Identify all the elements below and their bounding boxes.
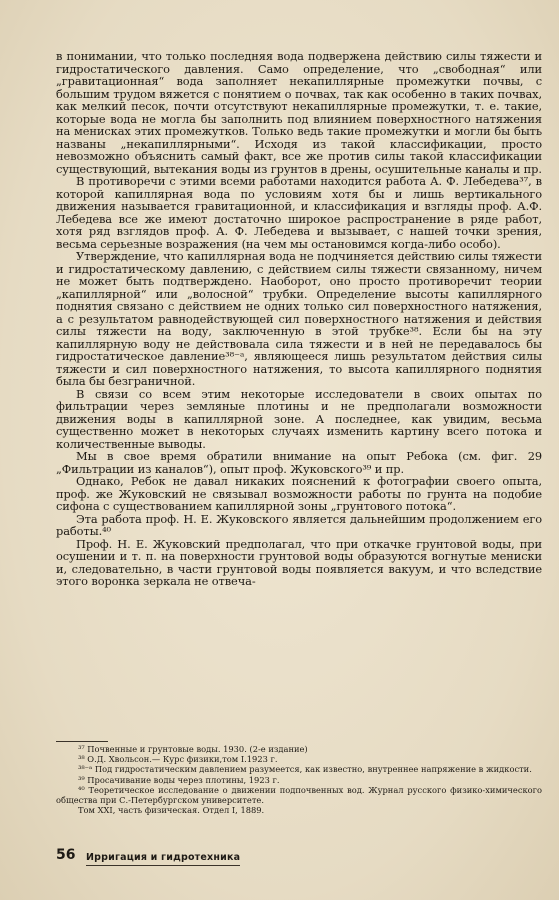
- paragraph-4: В связи со всем этим некоторые исследователи в своих опытах по фильтрации через земляные плотины и не предполагали возможности движения воды в капиллярной зоне. А последнее, как увидим, весьма существенно может в некоторых случаях изменить картину всего потока и количественные выводы.: [56, 386, 542, 451]
- footnotes: [56, 744, 542, 815]
- paragraph-6: Однако, Ребок не давал никаких пояснений к фотографии своего опыта, проф. же Жуковский не связывал возможности работы по грунта на подобие сифона с существованием капиллярной зоны „грунтового потока“.: [56, 474, 542, 513]
- footnote-40: ⁴⁰ Теоретическое исследование о движении подпочвенных вод. Журнал русского физико-химического общества при С.-Петербургском университете.: [56, 784, 542, 806]
- paragraph-3: Утверждение, что капиллярная вода не подчиняется действию силы тяжести и гидростатическому давлению, с действием силы тяжести связанному, ничем не может быть подтверждено. Наоборот, оно просто противоречит теории „капиллярной“ или „волосной“ трубки. Определение высоты капиллярного поднятия связано с действием не одних только сил поверхностного натяжения, а с результатом равнодействующей сил поверхностного натяжения и действия силы тяжести на воду, заключенную в этой трубке³⁸. Если бы на эту капиллярную воду не действовала сила тяжести и в ней не передавалось бы гидростатическое давление³⁸⁻ᵃ, являющееся лишь результатом действия силы тяжести и сил поверхностного натяжения, то высота капиллярного поднятия была бы безграничной.: [56, 249, 542, 388]
- footnote-39: ³⁹ Просачивание воды через плотины, 1923 г.: [78, 774, 280, 785]
- page-number: 56: [56, 847, 76, 863]
- paragraph-1: в понимании, что только последняя вода подвержена действию силы тяжести и гидростатического давления. Само определение, что „свободная“ или „гравитационная“ вода заполняет некапиллярные промежутки почвы, с большим трудом вяжется с понятием о почвах, так как особенно в таких почвах, как мелкий песок, почти отсутствуют некапиллярные промежутки, т. е. такие, которые вода не могла бы заполнить под влиянием поверхностного натяжения на менисках этих промежутков. Только ведь такие промежутки и могли бы быть названы „некапиллярными“. Исходя из такой классификации, просто невозможно объяснить самый факт, все же против силы такой классификации существующий, вытекания воды из грунтов в дрены, осушительные каналы и пр.: [56, 49, 542, 176]
- paragraph-8: Проф. Н. Е. Жуковский предполагал, что при откачке грунтовой воды, при осушении и т. п. на поверхности грунтовой воды образуются вогнутые мениски и, следовательно, в части грунтовой воды появляется вакуум, и что вследствие этого воронка зеркала не отвеча-: [56, 536, 542, 588]
- footnote-38: ³⁸ О.Д. Хвольсон.— Курс физики,том I.1923 г.: [78, 754, 278, 765]
- footnote-38a: ³⁸⁻ᵃ Под гидростатическим давлением разумеется, как известно, внутреннее напряжение в жидкости.: [78, 764, 532, 775]
- footnote-40-continued: Том XXI, часть физическая. Отдел I, 1889.: [78, 805, 265, 816]
- paragraph-5: Мы в свое время обратили внимание на опыт Ребока (см. фиг. 29 „Фильтрации из каналов“), опыт проф. Жуковского³⁹ и пр.: [56, 449, 542, 476]
- main-text: [56, 50, 542, 588]
- running-title: Ирригация и гидротехника: [86, 852, 240, 866]
- paragraph-7: Эта работа проф. Н. Е. Жуковского является дальнейшим продолжением его работы.⁴⁰: [56, 511, 542, 538]
- paragraph-2: В противоречи с этими всеми работами находится работа А. Ф. Лебедева³⁷, в которой капиллярная вода по условиям хотя бы и лишь вертикального движения называется гравитационной, и классификация и взгляды проф. А.Ф. Лебедева все же имеют достаточно широкое распространение в ряде работ, хотя ряд взглядов проф. А. Ф. Лебедева и вызывает, с нашей точки зрения, весьма серьезные возражения (на чем мы остановимся когда-либо особо).: [56, 174, 542, 251]
- footnote-divider: [56, 741, 108, 742]
- footnote-37: ³⁷ Почвенные и грунтовые воды. 1930. (2-е издание): [78, 744, 308, 754]
